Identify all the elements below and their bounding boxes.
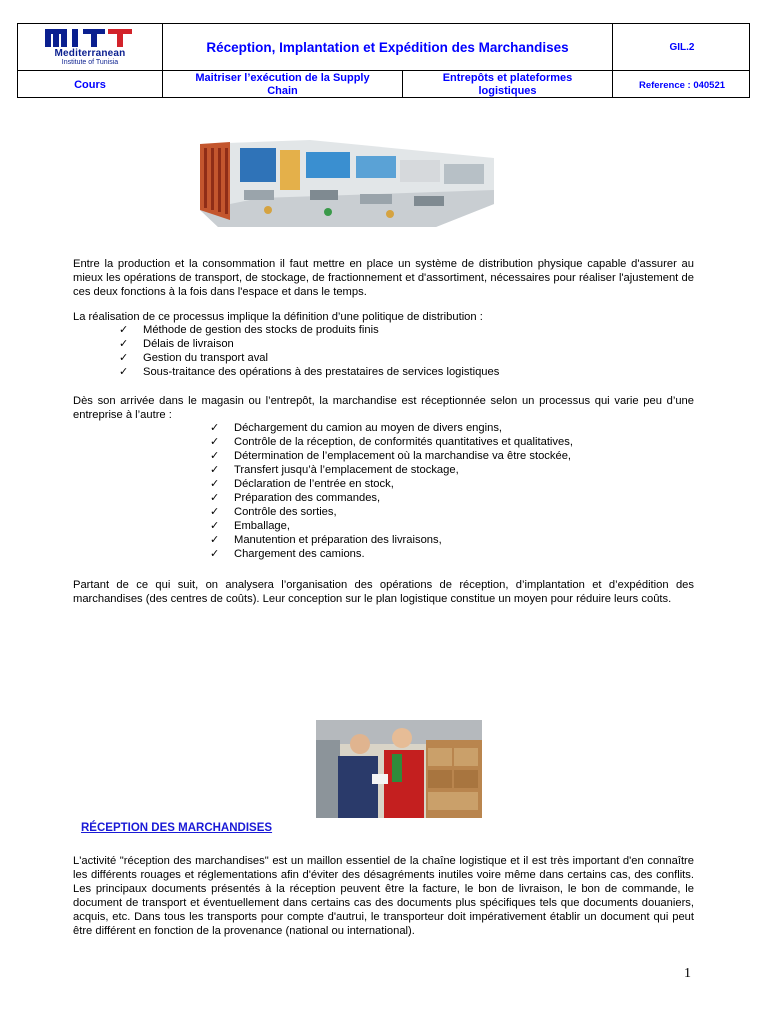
check-icon: ✓ [210,436,220,448]
reception-paragraph: L'activité "réception des marchandises" est un maillon essentiel de la chaîne logistique et il est très important d'en connaître les différents rouages et réglementations afin d'éviter des désagréments inutiles voire même dans certains cas, des conflits. Les principaux documents présentés à la réception peuvent être la facture, le bon de livraison, le bon de commande, le document de transport et éventuellement dans certains cas des documents plus spécifiques tels que documents douaniers, acquis, etc. Dans tous les transports pour compte d'autrui, le transporteur doit impérativement établir un document qui peut être différent en fonction de la provenance (national ou international). [73,855,694,937]
page-number: 1 [684,966,691,981]
mit-logo-icon [42,27,138,49]
list-item: ✓ Détermination de l’emplacement où la marchandise va être stockée, [210,450,572,462]
check-icon: ✓ [210,450,220,462]
check-icon: ✓ [119,352,129,364]
topic-label: Entrepôts et plateformes logistiques [442,72,573,97]
list-item: ✓ Contrôle de la réception, de conformités quantitatives et qualitatives, [210,436,573,448]
list-item: ✓ Chargement des camions. [210,548,365,560]
check-icon: ✓ [210,464,220,476]
list-item: ✓ Préparation des commandes, [210,492,381,504]
list-item: ✓ Sous-traitance des opérations à des prestataires de services logistiques [119,366,500,378]
list-item: ✓ Transfert jusqu’à l’emplacement de stockage, [210,464,459,476]
intro-paragraph: Entre la production et la consommation il faut mettre en place un système de distribution physique capable d'assurer au mieux les opérations de transport, de stockage, de fractionnement et d'assortiment, nécessaires pour réaliser l'ajustement de ces deux fonctions à la fois dans l'espace et dans le temps. [73,258,694,298]
list-item: ✓ Manutention et préparation des livraisons, [210,534,442,546]
check-icon: ✓ [210,548,220,560]
document-code: GIL.2 [669,41,695,53]
policy-intro: La réalisation de ce processus implique la définition d’une politique de distribution : [73,311,483,323]
analysis-paragraph: Partant de ce qui suit, on analysera l’organisation des opérations de réception, d’implantation et d’expédition des marchandises (des centres de coûts). Leur conception sur le plan logistique constitue un moyen pour réduire leurs coûts. [73,579,694,605]
list-item: ✓ Gestion du transport aval [119,352,268,364]
check-icon: ✓ [210,534,220,546]
list-item: ✓ Contrôle des sorties, [210,506,337,518]
process-list [210,421,690,561]
check-icon: ✓ [119,366,129,378]
check-icon: ✓ [210,506,220,518]
policy-list [119,323,679,379]
check-icon: ✓ [210,492,220,504]
course-label: Cours [74,79,106,91]
check-icon: ✓ [119,324,129,336]
logo-subtitle: Institute of Tunisia [61,59,119,66]
list-item: ✓ Déchargement du camion au moyen de divers engins, [210,422,503,434]
process-intro: Dès son arrivée dans le magasin ou l’entrepôt, la marchandise est réceptionnée selon un processus qui varie peu d’une entreprise à l’autre : [73,395,694,421]
logo-name: Mediterranean [54,48,126,59]
check-icon: ✓ [210,478,220,490]
module-label: Maitriser l’exécution de la Supply Chain [195,72,370,97]
document-title: Réception, Implantation et Expédition des Marchandises [206,39,569,55]
document-header [17,23,750,98]
workers-photo [316,720,482,818]
section-heading: RÉCEPTION DES MARCHANDISES [81,822,273,834]
check-icon: ✓ [210,422,220,434]
check-icon: ✓ [210,520,220,532]
list-item: ✓ Déclaration de l’entrée en stock, [210,478,394,490]
institute-logo [18,24,162,70]
list-item: ✓ Méthode de gestion des stocks de produits finis [119,324,379,336]
reference-label: Reference : 040521 [638,79,726,91]
check-icon: ✓ [119,338,129,350]
list-item: ✓ Délais de livraison [119,338,234,350]
warehouse-illustration [200,140,494,227]
list-item: ✓ Emballage, [210,520,290,532]
